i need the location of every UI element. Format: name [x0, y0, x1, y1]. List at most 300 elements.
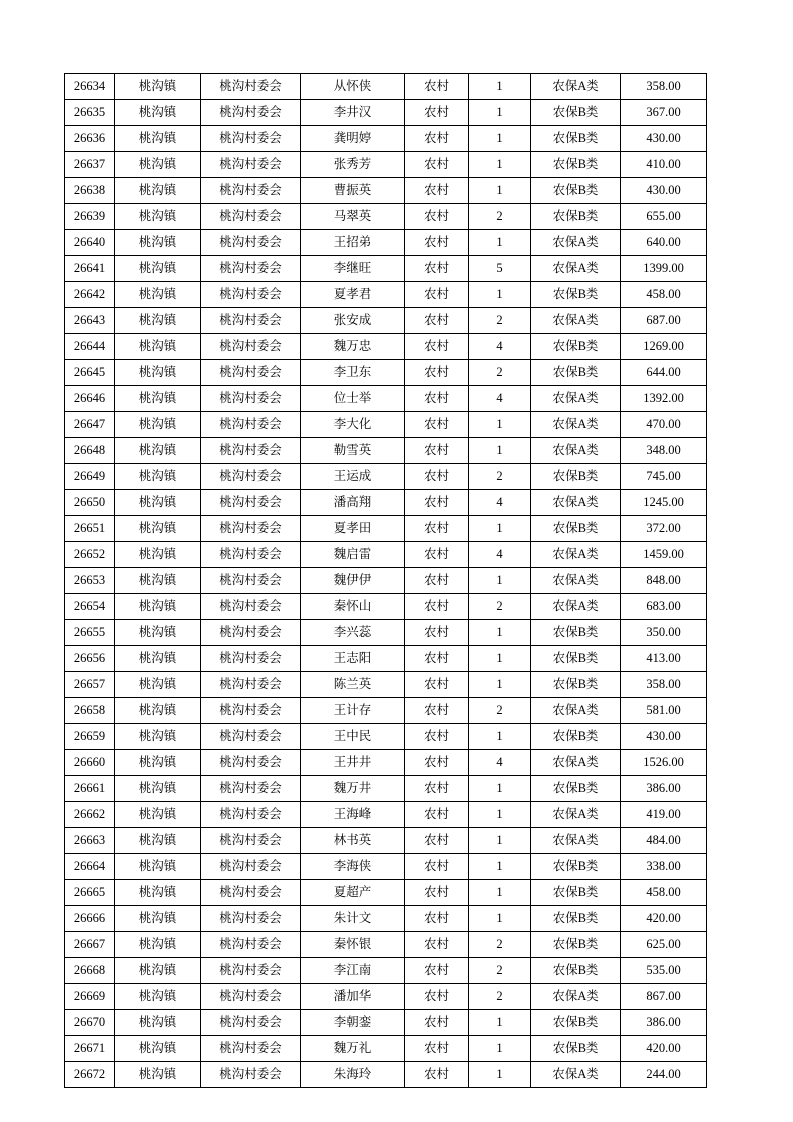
cell-record-id: 26638 [65, 178, 115, 204]
cell-village: 桃沟村委会 [201, 282, 301, 308]
cell-count: 1 [469, 438, 531, 464]
cell-count: 1 [469, 854, 531, 880]
cell-category: 农保B类 [531, 516, 621, 542]
cell-category: 农保A类 [531, 386, 621, 412]
cell-count: 1 [469, 1062, 531, 1088]
cell-category: 农保B类 [531, 646, 621, 672]
cell-category: 农保B类 [531, 204, 621, 230]
cell-amount: 470.00 [621, 412, 707, 438]
cell-village: 桃沟村委会 [201, 724, 301, 750]
cell-type: 农村 [405, 360, 469, 386]
cell-type: 农村 [405, 724, 469, 750]
cell-village: 桃沟村委会 [201, 932, 301, 958]
cell-name: 曹振英 [301, 178, 405, 204]
cell-amount: 484.00 [621, 828, 707, 854]
cell-record-id: 26657 [65, 672, 115, 698]
cell-town: 桃沟镇 [115, 620, 201, 646]
cell-amount: 640.00 [621, 230, 707, 256]
cell-record-id: 26668 [65, 958, 115, 984]
cell-type: 农村 [405, 516, 469, 542]
cell-name: 王计存 [301, 698, 405, 724]
cell-record-id: 26663 [65, 828, 115, 854]
cell-town: 桃沟镇 [115, 1036, 201, 1062]
cell-count: 2 [469, 464, 531, 490]
cell-amount: 350.00 [621, 620, 707, 646]
cell-amount: 644.00 [621, 360, 707, 386]
cell-record-id: 26634 [65, 74, 115, 100]
cell-amount: 420.00 [621, 906, 707, 932]
cell-village: 桃沟村委会 [201, 880, 301, 906]
cell-category: 农保A类 [531, 230, 621, 256]
table-row [65, 516, 707, 542]
table-row [65, 438, 707, 464]
cell-name: 勒雪英 [301, 438, 405, 464]
cell-village: 桃沟村委会 [201, 1036, 301, 1062]
cell-amount: 458.00 [621, 282, 707, 308]
cell-village: 桃沟村委会 [201, 152, 301, 178]
table-row [65, 464, 707, 490]
cell-category: 农保A类 [531, 308, 621, 334]
cell-record-id: 26635 [65, 100, 115, 126]
cell-type: 农村 [405, 542, 469, 568]
cell-count: 1 [469, 620, 531, 646]
cell-town: 桃沟镇 [115, 698, 201, 724]
cell-count: 1 [469, 1036, 531, 1062]
cell-name: 朱计文 [301, 906, 405, 932]
cell-village: 桃沟村委会 [201, 984, 301, 1010]
table-row [65, 126, 707, 152]
cell-type: 农村 [405, 256, 469, 282]
cell-category: 农保B类 [531, 152, 621, 178]
cell-town: 桃沟镇 [115, 360, 201, 386]
cell-record-id: 26672 [65, 1062, 115, 1088]
cell-record-id: 26640 [65, 230, 115, 256]
benefits-table [64, 73, 707, 1088]
cell-count: 4 [469, 334, 531, 360]
cell-record-id: 26652 [65, 542, 115, 568]
cell-category: 农保B类 [531, 1010, 621, 1036]
cell-town: 桃沟镇 [115, 282, 201, 308]
cell-town: 桃沟镇 [115, 100, 201, 126]
cell-town: 桃沟镇 [115, 178, 201, 204]
cell-category: 农保A类 [531, 256, 621, 282]
cell-name: 李卫东 [301, 360, 405, 386]
cell-amount: 338.00 [621, 854, 707, 880]
cell-category: 农保A类 [531, 802, 621, 828]
cell-type: 农村 [405, 1010, 469, 1036]
cell-amount: 386.00 [621, 1010, 707, 1036]
cell-type: 农村 [405, 74, 469, 100]
cell-category: 农保A类 [531, 828, 621, 854]
cell-count: 1 [469, 516, 531, 542]
cell-name: 夏孝君 [301, 282, 405, 308]
cell-name: 夏孝田 [301, 516, 405, 542]
cell-category: 农保B类 [531, 360, 621, 386]
cell-name: 陈兰英 [301, 672, 405, 698]
cell-record-id: 26636 [65, 126, 115, 152]
cell-category: 农保A类 [531, 568, 621, 594]
cell-type: 农村 [405, 1062, 469, 1088]
cell-name: 秦怀山 [301, 594, 405, 620]
cell-record-id: 26651 [65, 516, 115, 542]
cell-category: 农保B类 [531, 100, 621, 126]
cell-type: 农村 [405, 178, 469, 204]
table-body [65, 74, 707, 1088]
cell-amount: 419.00 [621, 802, 707, 828]
cell-town: 桃沟镇 [115, 126, 201, 152]
cell-count: 1 [469, 672, 531, 698]
cell-village: 桃沟村委会 [201, 178, 301, 204]
cell-town: 桃沟镇 [115, 1062, 201, 1088]
cell-count: 1 [469, 100, 531, 126]
cell-village: 桃沟村委会 [201, 1010, 301, 1036]
cell-category: 农保B类 [531, 724, 621, 750]
cell-village: 桃沟村委会 [201, 74, 301, 100]
cell-town: 桃沟镇 [115, 152, 201, 178]
cell-record-id: 26650 [65, 490, 115, 516]
cell-record-id: 26655 [65, 620, 115, 646]
cell-count: 2 [469, 958, 531, 984]
cell-count: 1 [469, 152, 531, 178]
cell-town: 桃沟镇 [115, 854, 201, 880]
table-row [65, 308, 707, 334]
cell-name: 李海侠 [301, 854, 405, 880]
cell-town: 桃沟镇 [115, 776, 201, 802]
cell-town: 桃沟镇 [115, 932, 201, 958]
cell-village: 桃沟村委会 [201, 542, 301, 568]
cell-record-id: 26658 [65, 698, 115, 724]
cell-amount: 386.00 [621, 776, 707, 802]
cell-count: 1 [469, 74, 531, 100]
table-row [65, 334, 707, 360]
cell-village: 桃沟村委会 [201, 516, 301, 542]
cell-count: 2 [469, 984, 531, 1010]
cell-category: 农保B类 [531, 126, 621, 152]
cell-town: 桃沟镇 [115, 646, 201, 672]
cell-village: 桃沟村委会 [201, 698, 301, 724]
table-row [65, 100, 707, 126]
cell-category: 农保A类 [531, 750, 621, 776]
cell-record-id: 26641 [65, 256, 115, 282]
cell-count: 2 [469, 932, 531, 958]
table-row [65, 776, 707, 802]
table-row [65, 1062, 707, 1088]
cell-record-id: 26644 [65, 334, 115, 360]
cell-category: 农保A类 [531, 490, 621, 516]
cell-name: 夏超产 [301, 880, 405, 906]
cell-count: 1 [469, 776, 531, 802]
cell-amount: 1269.00 [621, 334, 707, 360]
table-row [65, 984, 707, 1010]
cell-count: 4 [469, 490, 531, 516]
cell-amount: 848.00 [621, 568, 707, 594]
cell-name: 位士举 [301, 386, 405, 412]
cell-type: 农村 [405, 750, 469, 776]
cell-town: 桃沟镇 [115, 542, 201, 568]
cell-amount: 458.00 [621, 880, 707, 906]
cell-amount: 358.00 [621, 74, 707, 100]
cell-record-id: 26671 [65, 1036, 115, 1062]
table-row [65, 412, 707, 438]
cell-count: 1 [469, 880, 531, 906]
cell-record-id: 26654 [65, 594, 115, 620]
cell-name: 魏万礼 [301, 1036, 405, 1062]
cell-count: 1 [469, 282, 531, 308]
cell-type: 农村 [405, 126, 469, 152]
cell-record-id: 26659 [65, 724, 115, 750]
cell-category: 农保A类 [531, 984, 621, 1010]
cell-town: 桃沟镇 [115, 204, 201, 230]
cell-name: 秦怀银 [301, 932, 405, 958]
cell-count: 1 [469, 906, 531, 932]
cell-amount: 420.00 [621, 1036, 707, 1062]
cell-type: 农村 [405, 282, 469, 308]
cell-type: 农村 [405, 672, 469, 698]
cell-name: 朱海玲 [301, 1062, 405, 1088]
table-row [65, 854, 707, 880]
cell-record-id: 26661 [65, 776, 115, 802]
cell-category: 农保B类 [531, 620, 621, 646]
table-row [65, 178, 707, 204]
cell-amount: 535.00 [621, 958, 707, 984]
cell-category: 农保B类 [531, 1036, 621, 1062]
table-row [65, 958, 707, 984]
cell-record-id: 26639 [65, 204, 115, 230]
table-row [65, 1010, 707, 1036]
cell-name: 龚明婷 [301, 126, 405, 152]
cell-name: 李继旺 [301, 256, 405, 282]
table-row [65, 932, 707, 958]
cell-name: 张秀芳 [301, 152, 405, 178]
cell-village: 桃沟村委会 [201, 386, 301, 412]
cell-category: 农保A类 [531, 438, 621, 464]
cell-village: 桃沟村委会 [201, 204, 301, 230]
cell-amount: 410.00 [621, 152, 707, 178]
cell-type: 农村 [405, 1036, 469, 1062]
cell-type: 农村 [405, 386, 469, 412]
cell-count: 2 [469, 360, 531, 386]
cell-town: 桃沟镇 [115, 984, 201, 1010]
cell-town: 桃沟镇 [115, 230, 201, 256]
cell-village: 桃沟村委会 [201, 1062, 301, 1088]
cell-village: 桃沟村委会 [201, 828, 301, 854]
cell-name: 潘高翔 [301, 490, 405, 516]
cell-town: 桃沟镇 [115, 308, 201, 334]
cell-count: 5 [469, 256, 531, 282]
cell-record-id: 26666 [65, 906, 115, 932]
cell-category: 农保B类 [531, 906, 621, 932]
cell-town: 桃沟镇 [115, 464, 201, 490]
cell-category: 农保A类 [531, 698, 621, 724]
cell-type: 农村 [405, 906, 469, 932]
cell-name: 马翠英 [301, 204, 405, 230]
cell-amount: 413.00 [621, 646, 707, 672]
cell-type: 农村 [405, 100, 469, 126]
cell-name: 林书英 [301, 828, 405, 854]
cell-village: 桃沟村委会 [201, 100, 301, 126]
cell-town: 桃沟镇 [115, 490, 201, 516]
cell-village: 桃沟村委会 [201, 438, 301, 464]
cell-name: 王招弟 [301, 230, 405, 256]
cell-name: 李兴蕊 [301, 620, 405, 646]
cell-name: 魏万井 [301, 776, 405, 802]
cell-village: 桃沟村委会 [201, 750, 301, 776]
cell-record-id: 26647 [65, 412, 115, 438]
table-row [65, 906, 707, 932]
cell-amount: 745.00 [621, 464, 707, 490]
cell-record-id: 26665 [65, 880, 115, 906]
cell-category: 农保B类 [531, 282, 621, 308]
cell-amount: 358.00 [621, 672, 707, 698]
table-row [65, 386, 707, 412]
cell-amount: 430.00 [621, 126, 707, 152]
table-row [65, 646, 707, 672]
cell-town: 桃沟镇 [115, 802, 201, 828]
cell-type: 农村 [405, 776, 469, 802]
cell-category: 农保B类 [531, 958, 621, 984]
cell-name: 从怀侠 [301, 74, 405, 100]
cell-town: 桃沟镇 [115, 750, 201, 776]
table-row [65, 672, 707, 698]
cell-name: 李朝銮 [301, 1010, 405, 1036]
cell-count: 1 [469, 1010, 531, 1036]
cell-count: 4 [469, 386, 531, 412]
cell-category: 农保B类 [531, 334, 621, 360]
cell-village: 桃沟村委会 [201, 464, 301, 490]
cell-count: 1 [469, 828, 531, 854]
table-row [65, 620, 707, 646]
cell-town: 桃沟镇 [115, 438, 201, 464]
cell-town: 桃沟镇 [115, 334, 201, 360]
table-row [65, 750, 707, 776]
cell-name: 魏万忠 [301, 334, 405, 360]
cell-amount: 1459.00 [621, 542, 707, 568]
cell-name: 李井汉 [301, 100, 405, 126]
cell-village: 桃沟村委会 [201, 412, 301, 438]
cell-town: 桃沟镇 [115, 828, 201, 854]
cell-name: 张安成 [301, 308, 405, 334]
cell-record-id: 26648 [65, 438, 115, 464]
cell-amount: 581.00 [621, 698, 707, 724]
cell-town: 桃沟镇 [115, 672, 201, 698]
cell-village: 桃沟村委会 [201, 776, 301, 802]
table-row [65, 230, 707, 256]
cell-type: 农村 [405, 828, 469, 854]
cell-amount: 655.00 [621, 204, 707, 230]
cell-category: 农保A类 [531, 542, 621, 568]
cell-name: 李大化 [301, 412, 405, 438]
cell-category: 农保B类 [531, 776, 621, 802]
cell-name: 魏启雷 [301, 542, 405, 568]
cell-village: 桃沟村委会 [201, 672, 301, 698]
cell-amount: 625.00 [621, 932, 707, 958]
cell-village: 桃沟村委会 [201, 308, 301, 334]
table-row [65, 698, 707, 724]
cell-count: 1 [469, 646, 531, 672]
table-row [65, 802, 707, 828]
cell-name: 潘加华 [301, 984, 405, 1010]
table-row [65, 568, 707, 594]
cell-count: 1 [469, 802, 531, 828]
table-row [65, 204, 707, 230]
cell-village: 桃沟村委会 [201, 568, 301, 594]
cell-record-id: 26653 [65, 568, 115, 594]
cell-record-id: 26646 [65, 386, 115, 412]
cell-count: 2 [469, 698, 531, 724]
cell-category: 农保B类 [531, 880, 621, 906]
cell-type: 农村 [405, 230, 469, 256]
cell-town: 桃沟镇 [115, 906, 201, 932]
cell-category: 农保B类 [531, 932, 621, 958]
cell-record-id: 26660 [65, 750, 115, 776]
cell-amount: 367.00 [621, 100, 707, 126]
cell-category: 农保B类 [531, 672, 621, 698]
cell-type: 农村 [405, 854, 469, 880]
cell-village: 桃沟村委会 [201, 256, 301, 282]
cell-type: 农村 [405, 438, 469, 464]
cell-town: 桃沟镇 [115, 74, 201, 100]
cell-count: 4 [469, 542, 531, 568]
cell-type: 农村 [405, 594, 469, 620]
cell-type: 农村 [405, 880, 469, 906]
cell-village: 桃沟村委会 [201, 646, 301, 672]
cell-count: 2 [469, 308, 531, 334]
cell-amount: 687.00 [621, 308, 707, 334]
table-row [65, 724, 707, 750]
table-row [65, 828, 707, 854]
cell-town: 桃沟镇 [115, 256, 201, 282]
cell-name: 王海峰 [301, 802, 405, 828]
cell-count: 1 [469, 568, 531, 594]
cell-village: 桃沟村委会 [201, 958, 301, 984]
cell-town: 桃沟镇 [115, 412, 201, 438]
cell-count: 1 [469, 724, 531, 750]
cell-category: 农保A类 [531, 412, 621, 438]
cell-amount: 244.00 [621, 1062, 707, 1088]
cell-amount: 1392.00 [621, 386, 707, 412]
table-row [65, 1036, 707, 1062]
cell-type: 农村 [405, 984, 469, 1010]
cell-type: 农村 [405, 464, 469, 490]
cell-type: 农村 [405, 620, 469, 646]
cell-type: 农村 [405, 932, 469, 958]
cell-type: 农村 [405, 152, 469, 178]
cell-category: 农保B类 [531, 464, 621, 490]
cell-type: 农村 [405, 958, 469, 984]
cell-name: 李江南 [301, 958, 405, 984]
cell-count: 1 [469, 126, 531, 152]
table-row [65, 282, 707, 308]
cell-village: 桃沟村委会 [201, 594, 301, 620]
cell-town: 桃沟镇 [115, 568, 201, 594]
cell-record-id: 26656 [65, 646, 115, 672]
cell-village: 桃沟村委会 [201, 906, 301, 932]
cell-record-id: 26667 [65, 932, 115, 958]
table-row [65, 152, 707, 178]
cell-type: 农村 [405, 308, 469, 334]
cell-name: 王中民 [301, 724, 405, 750]
cell-village: 桃沟村委会 [201, 490, 301, 516]
cell-record-id: 26662 [65, 802, 115, 828]
cell-type: 农村 [405, 698, 469, 724]
cell-amount: 372.00 [621, 516, 707, 542]
cell-count: 2 [469, 594, 531, 620]
cell-village: 桃沟村委会 [201, 360, 301, 386]
cell-category: 农保B类 [531, 178, 621, 204]
cell-type: 农村 [405, 412, 469, 438]
cell-town: 桃沟镇 [115, 1010, 201, 1036]
cell-village: 桃沟村委会 [201, 802, 301, 828]
